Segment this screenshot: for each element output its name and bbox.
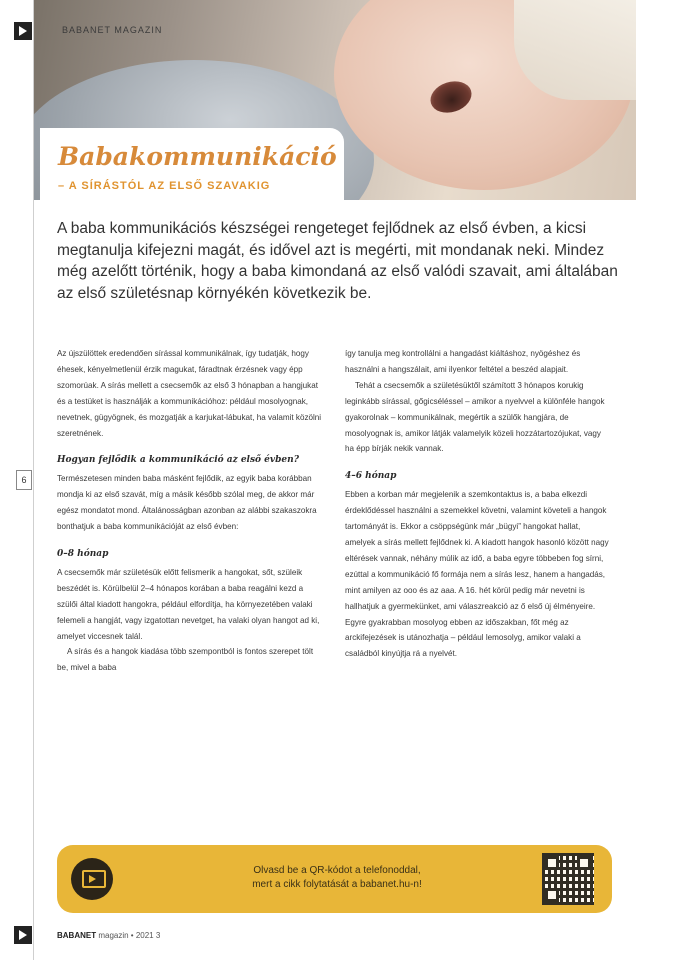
article-title: Babakommunikáció <box>58 142 337 171</box>
paragraph: Az újszülöttek eredendően sírással kommunikálnak, így tudatják, hogy éhesek, kényelmetlenül érzik magukat, fáradtnak érzésnek vagy épp szomorúak. A sírás mellett a csecsemők az első 3 hónapban a hangjukat és a testüket is használják a kommunikációhoz: például mosolyognak, nevetnek, gügyögnek, és mozgatják a karjukat-lábukat, ha valamit közölni szeretnének. <box>57 349 322 438</box>
qr-code-icon[interactable] <box>542 853 594 905</box>
right-column <box>345 346 611 662</box>
footer-brand: BABANET <box>57 931 97 940</box>
qr-banner[interactable] <box>57 845 612 913</box>
play-tab-icon <box>14 926 32 944</box>
footer-text: magazin • 2021 3 <box>98 931 161 940</box>
page-number: 6 <box>16 470 32 490</box>
video-screen-icon <box>71 858 113 900</box>
banner-line-1: Olvasd be a QR-kódot a telefonoddal, <box>253 865 421 876</box>
paragraph: A sírás és a hangok kiadása több szempontból is fontos szerepet tölt be, mivel a baba <box>57 647 314 673</box>
left-column <box>57 346 323 676</box>
section-label: BABANET MAGAZIN <box>62 25 163 35</box>
paragraph: Természetesen minden baba másként fejlődik, az egyik baba korábban mondja ki az első szavát, míg a másik később szólal meg, de akkor már egész mondatot mond. Általánosságban azonban az alábbi szakaszokra bonthatjuk a baba kommunikációját az első évben: <box>57 474 317 532</box>
subheading: 4–6 hónap <box>345 471 397 482</box>
paragraph: így tanulja meg kontrollálni a hangadást kiáltáshoz, nyögéshez és használni a hangszálait, ami ilyenkor feltétel a beszéd alapjait. <box>345 349 581 374</box>
play-tab-icon <box>14 22 32 40</box>
paragraph: A csecsemők már születésük előtt felismerik a hangokat, sőt, szüleik beszédét is. Körülbelül 2–4 hónapos korában a baba reagálni kezd a szülői által kiadott hangokra, például elfordítja, ha környezetében valaki felemeli a hangját, vagy izgatottan nevetget, ha valaki olyan hangot ad ki, amelyet viccesnek talál. <box>57 567 320 641</box>
paragraph: Ebben a korban már megjelenik a szemkontaktus is, a baba elkezdi érdeklődéssel használni a szemekkel követni, valamint követeli a hangok tartományát is. Ekkor a csöppségünk már „bügyi” hangokat hallat, amelyek a sírás mellett fejlődnek ki. A kiadott hangok hasonló között nagy eltérések vannak, néhány múlik az idő, a baba egyre többeben fog sírni, ezúttal a kommunikáció fő formája nem a sírás lesz, hanem a hangadás, mint amilyen az ooo és az aaa. A 16. hét körül pedig már nevetni is hallhatjuk a gyermekünket, ami válaszreakció az ő első új élményeire. Egyre gyakrabban mosolyog ebben az időszakban, főt még az arckifejezések is utánozhatja – például lemosolyg, amikor valaki a családból kinyújtja rá a nyelvét. <box>345 490 609 659</box>
footer <box>57 931 160 940</box>
subheading: Hogyan fejlődik a kommunikáció az első évben? <box>57 455 299 466</box>
paragraph: Tehát a csecsemők a születésüktől számított 3 hónapos korukig leginkább sírással, gőgicséléssel – amikor a nyelvvel a különféle hangok gyakorolnak – kommunikálnak, megértik a szülők hangjára, de mosolyognak is, amikor látják valamelyik közeli hozzátartozójukat, vagy ha épp bírják nekik vannak. <box>345 380 605 454</box>
article-lead: A baba kommunikációs készségei rengeteget fejlődnek az első évben, a kicsi megtanulja kifejezni magát, és idővel azt is megérti, mit mondanak neki. Mindez még azelőtt történik, hogy a baba kimondaná az első valódi szavait, ami általában az első születésnap környékén következik be. <box>57 220 618 302</box>
subheading: 0–8 hónap <box>57 548 109 559</box>
article-subtitle: – A SÍRÁSTÓL AZ ELSŐ SZAVAKIG <box>58 180 271 192</box>
banner-line-2: mert a cikk folytatását a babanet.hu-n! <box>252 879 422 890</box>
